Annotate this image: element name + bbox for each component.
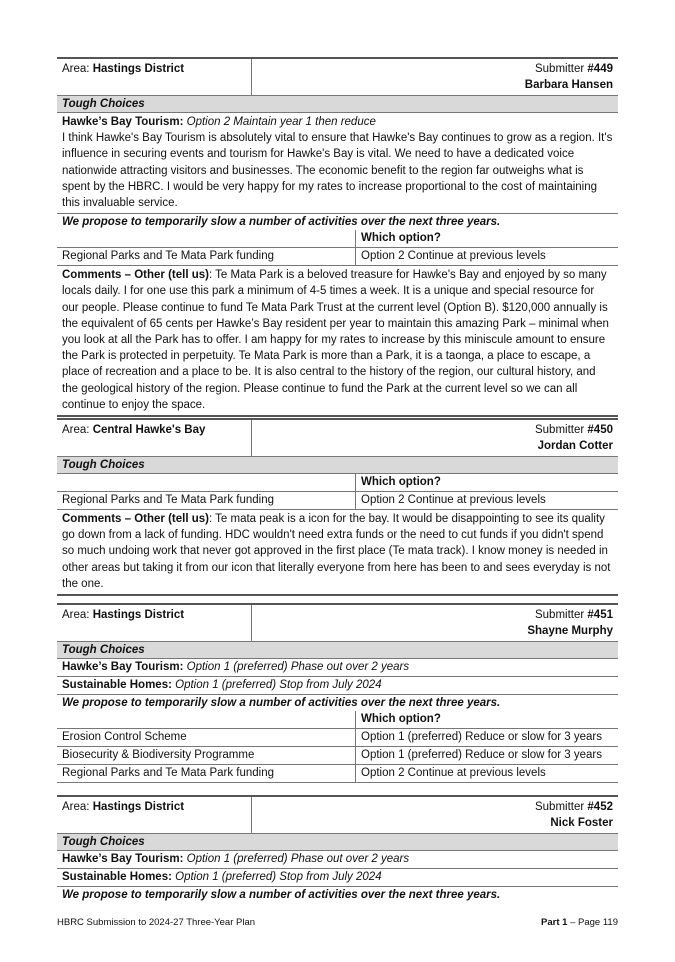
- sh-response: Sustainable Homes: Option 1 (preferred) Stop from July 2024: [57, 869, 618, 887]
- table-row: Regional Parks and Te Mata Park funding Option 2 Continue at previous levels: [57, 492, 618, 510]
- tough-choices-heading: Tough Choices: [57, 96, 618, 113]
- submitter-name: Shayne Murphy: [527, 625, 613, 637]
- tough-choices-heading: Tough Choices: [57, 834, 618, 851]
- submitter-name: Nick Foster: [550, 817, 613, 829]
- submission-header: Area: Hastings District Submitter #451 Shayne Murphy: [57, 603, 618, 642]
- submitter-number: #449: [587, 63, 613, 75]
- submission-header: Area: Hastings District Submitter #452 Nick Foster: [57, 795, 618, 834]
- table-row: Regional Parks and Te Mata Park funding Option 2 Continue at previous levels: [57, 248, 618, 266]
- area-value: Hastings District: [92, 801, 185, 813]
- footer-title: HBRC Submission to 2024-27 Three-Year Plan: [57, 917, 256, 928]
- which-option-heading: Which option?: [355, 711, 618, 728]
- tough-choices-heading: Tough Choices: [57, 642, 618, 659]
- hbt-response: Hawke’s Bay Tourism: Option 2 Maintain year 1 then reduce I think Hawke's Bay Tourism is absolutely vital to ensure that Hawke's Bay continues to grow as a region. It's influence in securing events and tourism for Hawke's Bay is vital. We need to have a dedicated voice nationwide attracting visitors and businesses. The economic benefit to the region far outweighs what is spent by the HBRC. I would be very happy for my rates to increase proportional to the cost of maintaining this invaluable service.: [57, 113, 618, 214]
- submission-449: [57, 57, 618, 417]
- page-footer: [57, 917, 618, 928]
- submitter-number: #451: [587, 609, 613, 621]
- submitter-name: Barbara Hansen: [524, 79, 613, 91]
- proposal-heading: We propose to temporarily slow a number of activities over the next three years.: [62, 889, 501, 901]
- which-option-heading: Which option?: [355, 230, 618, 247]
- page-number: Part 1 – Page 119: [541, 917, 618, 928]
- area-value: Hastings District: [92, 609, 185, 621]
- submitter-number: #452: [587, 801, 613, 813]
- comment-block: Comments – Other (tell us): Te Mata Park is a beloved treasure for Hawke's Bay and enjoyed by so many locals daily. I for one use this park a minimum of 4-5 times a week. It is a unique and special resource for our people. Please continue to fund Te Mata Park Trust at the current level (Option B). $120,000 annually is the equivalent of 65 cents per Hawke’s Bay resident per year to maintain this amazing Park – minimal when you look at all the Park has to offer. I am happy for my rates to increase by this miniscule amount to ensure the Park is protected in perpetuity. Te Mata Park is more than a Park, it is a taonga, a place to escape, a place of recreation and a place to be. It is also central to the history of the region, our cultural history, and the geological history of the region. Please continue to fund the Park at the current level so we can all continue to enjoy the space.: [57, 266, 618, 417]
- tough-choices-heading: Tough Choices: [57, 457, 618, 474]
- sh-response: Sustainable Homes: Option 1 (preferred) Stop from July 2024: [57, 677, 618, 695]
- proposal-heading: We propose to temporarily slow a number of activities over the next three years.: [62, 697, 501, 709]
- table-row: Biosecurity & Biodiversity Programme Option 1 (preferred) Reduce or slow for 3 years: [57, 747, 618, 765]
- submitter-number: #450: [587, 424, 613, 436]
- comment-block: Comments – Other (tell us): Te mata peak is a icon for the bay. It would be disappointing to see its quality go down from a lack of funding. HDC wouldn't need extra funds or the need to cut funds if you didn't spend so much undoing work that never got approved in the first place (Te mata track). I know money is needed in other areas but taking it from our icon that literally everyone from here has been to and sees everyday is not the one.: [57, 510, 618, 596]
- submission-header: Area: Hastings District Submitter #449 Barbara Hansen: [57, 57, 618, 96]
- table-row: Erosion Control Scheme Option 1 (preferred) Reduce or slow for 3 years: [57, 729, 618, 747]
- submission-450: [57, 418, 618, 596]
- table-row: Regional Parks and Te Mata Park funding Option 2 Continue at previous levels: [57, 765, 618, 783]
- submission-452: [57, 795, 618, 903]
- area-value: Hastings District: [92, 63, 185, 75]
- proposal-heading: We propose to temporarily slow a number of activities over the next three years.: [62, 216, 501, 229]
- area-value: Central Hawke's Bay: [92, 424, 206, 436]
- submission-header: Area: Central Hawke's Bay Submitter #450 Jordan Cotter: [57, 418, 618, 457]
- hbt-response: Hawke’s Bay Tourism: Option 1 (preferred) Phase out over 2 years: [57, 851, 618, 869]
- which-option-heading: Which option?: [355, 474, 618, 491]
- submitter-name: Jordan Cotter: [537, 440, 613, 452]
- hbt-response: Hawke’s Bay Tourism: Option 1 (preferred) Phase out over 2 years: [57, 659, 618, 677]
- submission-451: [57, 603, 618, 783]
